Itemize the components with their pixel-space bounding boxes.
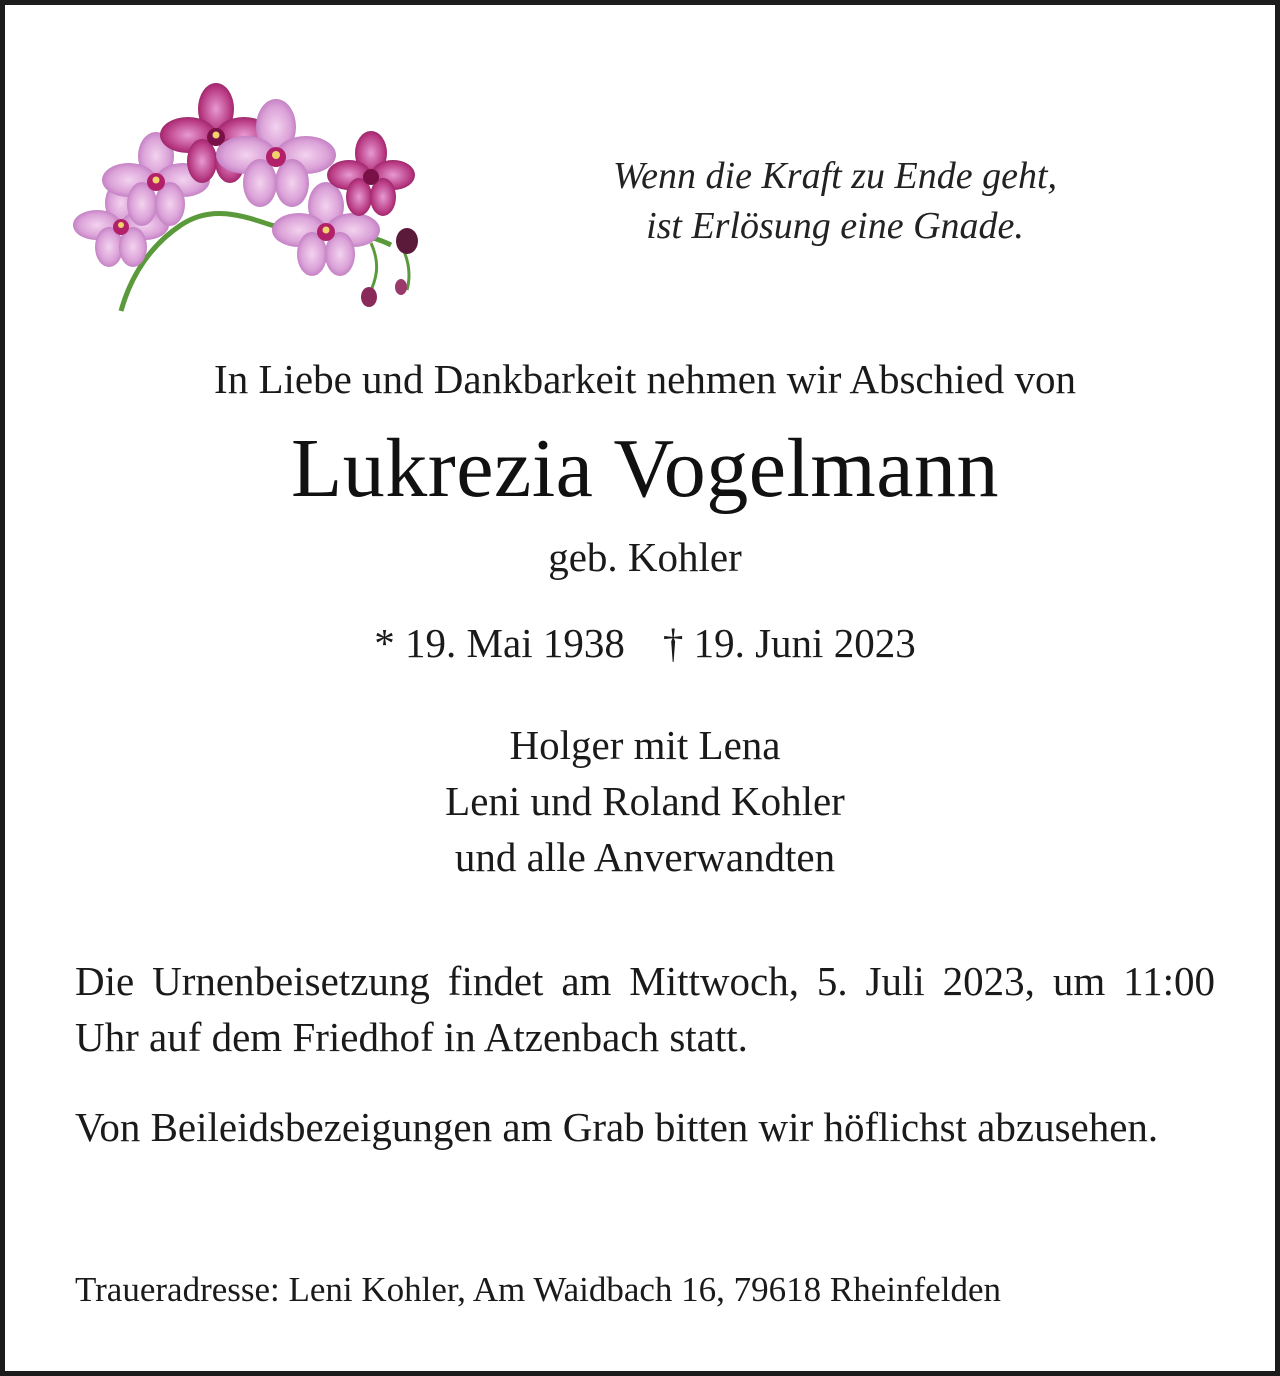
maiden-name: geb. Kohler [548,534,742,580]
deceased-name: Lukrezia Vogelmann [290,422,1000,515]
quote-line-1: Wenn die Kraft zu Ende geht, [613,155,1057,197]
mourning-address: Traueradresse: Leni Kohler, Am Waidbach 16, 79618 Rheinfelden [75,1270,1001,1309]
life-dates [5,617,1280,669]
memorial-quote [525,151,1145,251]
orchid-icon [71,75,423,315]
burial-notice: Die Urnenbeisetzung findet am Mittwoch, 5. Juli 2023, um 11:00 Uhr auf dem Friedhof in Atzenbach statt. [75,958,1215,1060]
mourner-line: und alle Anverwandten [454,834,836,880]
mourner-line: Leni und Roland Kohler [445,778,845,824]
farewell-intro: In Liebe und Dankbarkeit nehmen wir Abschied von [214,356,1076,402]
quote-line-2: ist Erlösung eine Gnade. [646,205,1024,247]
mourner-line: Holger mit Lena [509,722,781,768]
mourners-list [5,717,1280,885]
birth-date: * 19. Mai 1938 [374,620,625,666]
condolence-notice: Von Beileidsbezeigungen am Grab bitten wir höflichst abzusehen. [75,1104,1159,1150]
death-date: † 19. Juni 2023 [662,620,916,666]
